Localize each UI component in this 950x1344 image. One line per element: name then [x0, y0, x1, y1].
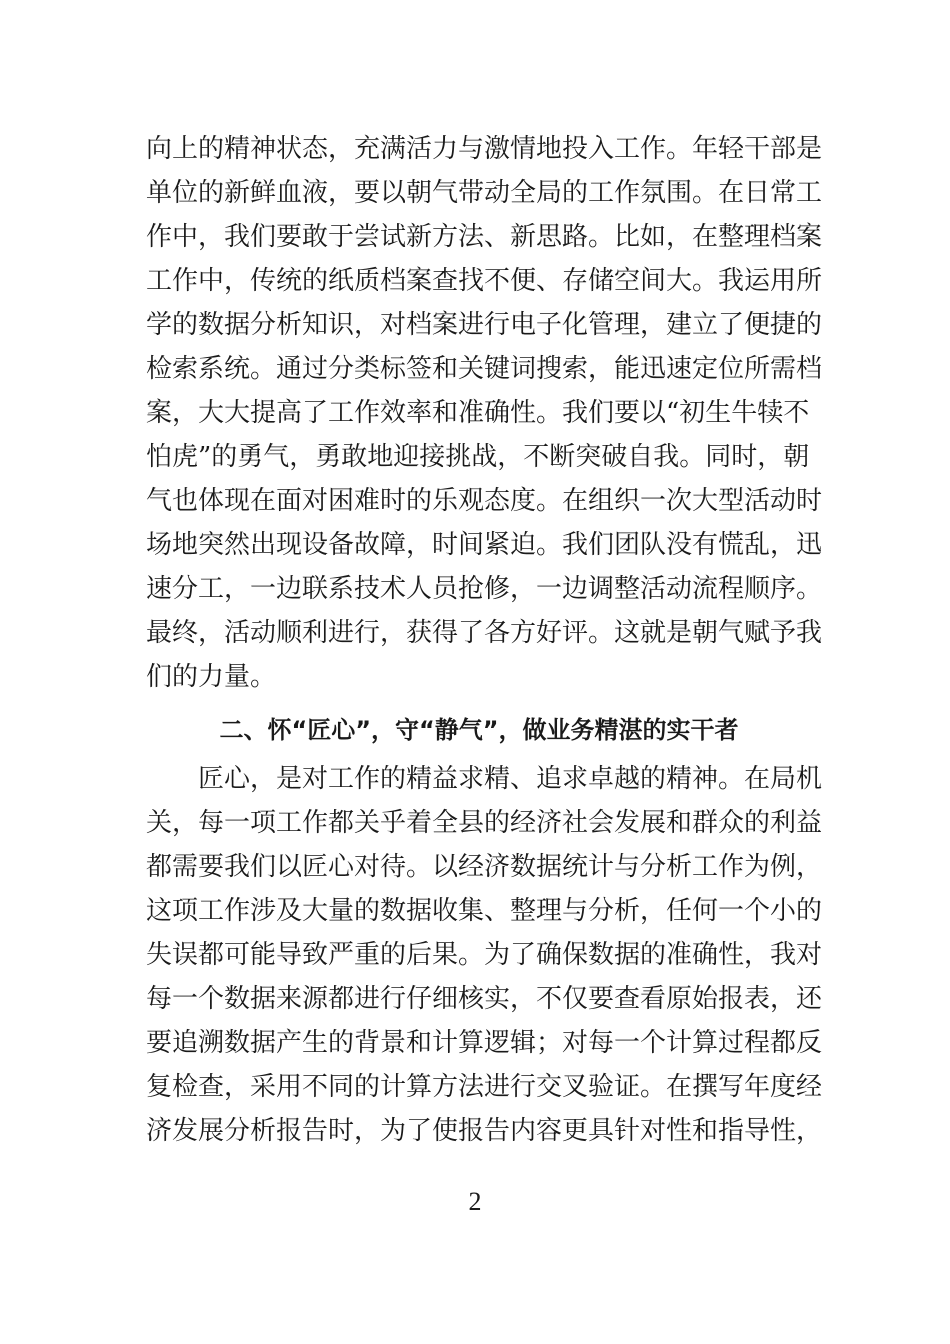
paragraph-line: 怕虎”的勇气，勇敢地迎接挑战，不断突破自我。同时，朝 [146, 442, 810, 472]
paragraph-line: 案，大大提高了工作效率和准确性。我们要以“初生牛犊不 [146, 398, 810, 428]
paragraph-line: 单位的新鲜血液，要以朝气带动全局的工作氛围。在日常工 [146, 178, 823, 208]
paragraph-line: 场地突然出现设备故障，时间紧迫。我们团队没有慌乱，迅 [146, 530, 823, 560]
paragraph-line: 工作中，传统的纸质档案查找不便、存储空间大。我运用所 [146, 266, 823, 296]
paragraph-line: 学的数据分析知识，对档案进行电子化管理，建立了便捷的 [146, 310, 823, 340]
paragraph-line: 作中，我们要敢于尝试新方法、新思路。比如，在整理档案 [146, 222, 823, 252]
paragraph-line: 匠心，是对工作的精益求精、追求卓越的精神。在局机 [146, 764, 823, 794]
paragraph-line: 复检查，采用不同的计算方法进行交叉验证。在撰写年度经 [146, 1072, 823, 1102]
paragraph-line: 速分工，一边联系技术人员抢修，一边调整活动流程顺序。 [146, 574, 823, 604]
paragraph-line: 都需要我们以匠心对待。以经济数据统计与分析工作为例， [146, 852, 823, 882]
paragraph-line: 每一个数据来源都进行仔细核实，不仅要查看原始报表，还 [146, 984, 823, 1014]
paragraph-line: 最终，活动顺利进行，获得了各方好评。这就是朝气赋予我 [146, 618, 823, 648]
paragraph-line: 检索系统。通过分类标签和关键词搜索，能迅速定位所需档 [146, 354, 823, 384]
paragraph-line: 这项工作涉及大量的数据收集、整理与分析，任何一个小的 [146, 896, 823, 926]
paragraph-line: 失误都可能导致严重的后果。为了确保数据的准确性，我对 [146, 940, 823, 970]
paragraph-line: 关，每一项工作都关乎着全县的经济社会发展和群众的利益 [146, 808, 823, 838]
paragraph-line: 气也体现在面对困难时的乐观态度。在组织一次大型活动时 [146, 486, 823, 516]
paragraph-line: 要追溯数据产生的背景和计算逻辑；对每一个计算过程都反 [146, 1028, 823, 1058]
page-number: 2 [468, 1187, 482, 1216]
paragraph-line: 们的力量。 [146, 662, 277, 692]
section-heading: 二、怀“匠心”，守“静气”，做业务精湛的实干者 [219, 716, 739, 744]
paragraph-line: 向上的精神状态，充满活力与激情地投入工作。年轻干部是 [146, 134, 823, 164]
paragraph-line: 济发展分析报告时，为了使报告内容更具针对性和指导性， [146, 1116, 823, 1146]
